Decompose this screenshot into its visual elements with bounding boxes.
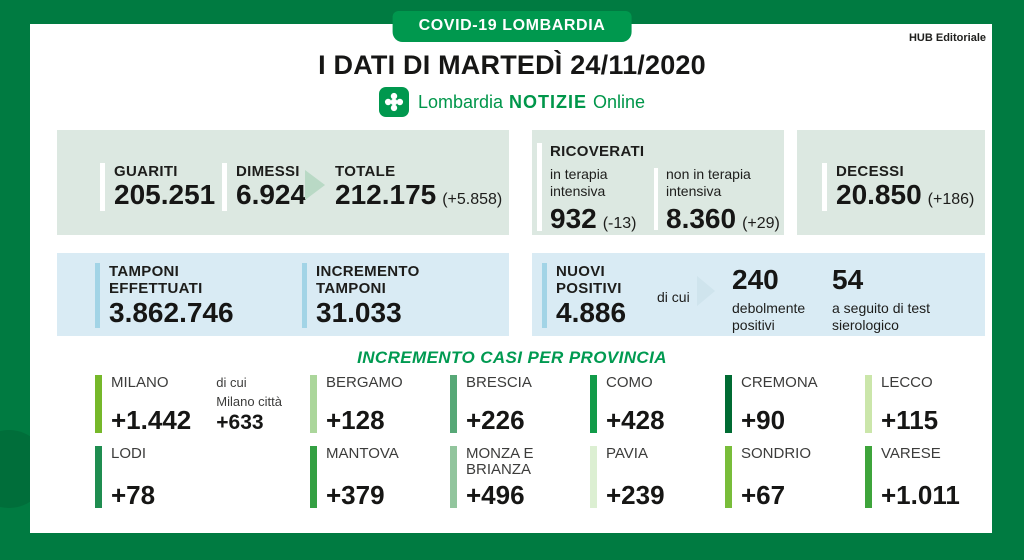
ricoverati-label: RICOVERATI: [550, 143, 645, 160]
dimessi-value: 6.924: [236, 179, 307, 211]
province-label: BERGAMO: [326, 374, 403, 391]
province-cremona: [725, 375, 818, 433]
milano-citta-value: +633: [216, 411, 264, 434]
totale-value: 212.175: [335, 179, 437, 211]
tamponi-value: 3.862.746: [109, 296, 234, 328]
debolmente-positivi-value: 240: [732, 264, 779, 295]
terapia-intensiva-label: in terapia intensiva: [550, 166, 608, 199]
province-label: CREMONA: [741, 374, 818, 391]
province-como: [590, 375, 665, 433]
province-bar: [725, 446, 732, 508]
province-bar: [310, 446, 317, 508]
province-bar: [590, 375, 597, 433]
province-value: +128: [326, 405, 385, 435]
milano-citta-label: Milano città: [216, 393, 282, 409]
logo-lombardia: Lombardia: [417, 91, 504, 112]
incremento-tamponi-stat: [302, 263, 436, 328]
province-value: +226: [466, 405, 525, 435]
non-terapia-intensiva-label: non in terapia intensiva: [666, 166, 751, 199]
milano-citta-substat: [216, 375, 282, 433]
province-milano: [95, 375, 282, 433]
province-value: +90: [741, 405, 786, 435]
blue-bar: [95, 263, 100, 328]
province-lodi: [95, 446, 155, 508]
dimessi-label: DIMESSI: [236, 163, 300, 180]
province-label: LODI: [111, 445, 147, 462]
province-bergamo: [310, 375, 403, 433]
totale-label: TOTALE: [335, 163, 396, 180]
blue-bar: [302, 263, 307, 328]
rosa-camuna-icon: [379, 87, 409, 117]
province-label: MONZA E BRIANZA: [466, 445, 534, 478]
tamponi-label: TAMPONI EFFETTUATI: [109, 263, 203, 298]
non-terapia-intensiva-value: 8.360: [666, 202, 737, 234]
incremento-tamponi-label: INCREMENTO TAMPONI: [316, 263, 420, 298]
white-bar: [822, 163, 827, 211]
province-bar: [450, 446, 457, 508]
logo-online: Online: [593, 91, 646, 112]
terapia-intensiva-value: 932: [550, 202, 597, 234]
totale-delta: (+5.858): [442, 191, 503, 209]
debolmente-positivi-label: debolmente positivi: [732, 299, 806, 333]
totale-stat: [335, 163, 502, 211]
province-label: VARESE: [881, 445, 941, 462]
province-value: +239: [606, 480, 665, 510]
test-sierologico-value: 54: [832, 264, 864, 295]
white-bar: [100, 163, 105, 211]
province-bar: [725, 375, 732, 433]
province-value: +379: [326, 480, 385, 510]
white-divider: [654, 168, 658, 230]
terapia-intensiva-delta: (-13): [602, 214, 637, 232]
guariti-dimessi-totale-box: [57, 130, 509, 235]
province-bar: [865, 446, 872, 508]
test-sierologico-label: a seguito di test sierologico: [832, 299, 931, 333]
tamponi-stat: [95, 263, 234, 328]
decessi-box: [797, 130, 985, 235]
page-title: I DATI DI MARTEDÌ 24/11/2020: [318, 50, 706, 80]
terapia-intensiva-stat: [550, 166, 637, 234]
white-bar: [537, 143, 542, 231]
province-bar: [590, 446, 597, 508]
province-bar: [95, 446, 102, 508]
incremento-tamponi-value: 31.033: [316, 296, 402, 328]
province-label: LECCO: [881, 374, 933, 391]
hub-editoriale-label: HUB Editoriale: [908, 32, 986, 44]
province-pavia: [590, 446, 665, 508]
province-monza-e-brianza: [450, 446, 571, 508]
province-label: MILANO: [111, 374, 169, 391]
province-label: PAVIA: [606, 445, 648, 462]
milano-di-cui-label: di cui: [216, 375, 247, 390]
province-brescia: [450, 375, 532, 433]
blue-bar: [542, 263, 547, 328]
arrow-right-icon: [305, 170, 325, 200]
debolmente-positivi-stat: [732, 265, 842, 333]
guariti-stat: [100, 163, 215, 211]
di-cui-label: di cui: [657, 289, 690, 305]
province-label: SONDRIO: [741, 445, 812, 462]
province-bar: [865, 375, 872, 433]
province-bar: [310, 375, 317, 433]
province-value: +496: [466, 480, 525, 510]
decessi-value: 20.850: [836, 179, 922, 211]
province-bar: [450, 375, 457, 433]
dimessi-stat: [222, 163, 306, 211]
tamponi-box: [57, 253, 509, 336]
province-label: COMO: [606, 374, 653, 391]
province-value: +1.011: [881, 480, 960, 510]
nuovi-positivi-stat: [542, 263, 641, 328]
province-label: MANTOVA: [326, 445, 399, 462]
logo-text: [418, 92, 645, 113]
lombardia-notizie-logo: [0, 87, 1024, 117]
decessi-label: DECESSI: [836, 163, 904, 180]
province-value: +1.442: [111, 405, 192, 435]
province-lecco: [865, 375, 938, 433]
province-value: +78: [111, 480, 156, 510]
nuovi-positivi-label: NUOVI POSITIVI: [556, 263, 622, 298]
province-bar: [95, 375, 102, 433]
guariti-value: 205.251: [114, 179, 216, 211]
nuovi-positivi-box: [532, 253, 985, 336]
province-value: +428: [606, 405, 665, 435]
province-mantova: [310, 446, 399, 508]
decessi-stat: [822, 163, 974, 211]
provinces-section-title: INCREMENTO CASI PER PROVINCIA: [357, 348, 667, 367]
province-varese: [865, 446, 960, 508]
header-badge: COVID-19 LOMBARDIA: [393, 11, 632, 42]
province-value: +115: [881, 405, 939, 435]
logo-notizie: NOTIZIE: [509, 91, 588, 112]
non-terapia-intensiva-delta: (+29): [742, 214, 780, 232]
arrow-right-icon: [697, 276, 715, 306]
province-value: +67: [741, 480, 786, 510]
province-label: BRESCIA: [466, 374, 532, 391]
province-sondrio: [725, 446, 811, 508]
guariti-label: GUARITI: [114, 163, 178, 180]
nuovi-positivi-value: 4.886: [556, 296, 627, 328]
decessi-delta: (+186): [927, 191, 975, 209]
non-terapia-intensiva-stat: [666, 166, 781, 234]
ricoverati-box: [532, 130, 784, 235]
white-bar: [222, 163, 227, 211]
test-sierologico-stat: [832, 265, 962, 333]
